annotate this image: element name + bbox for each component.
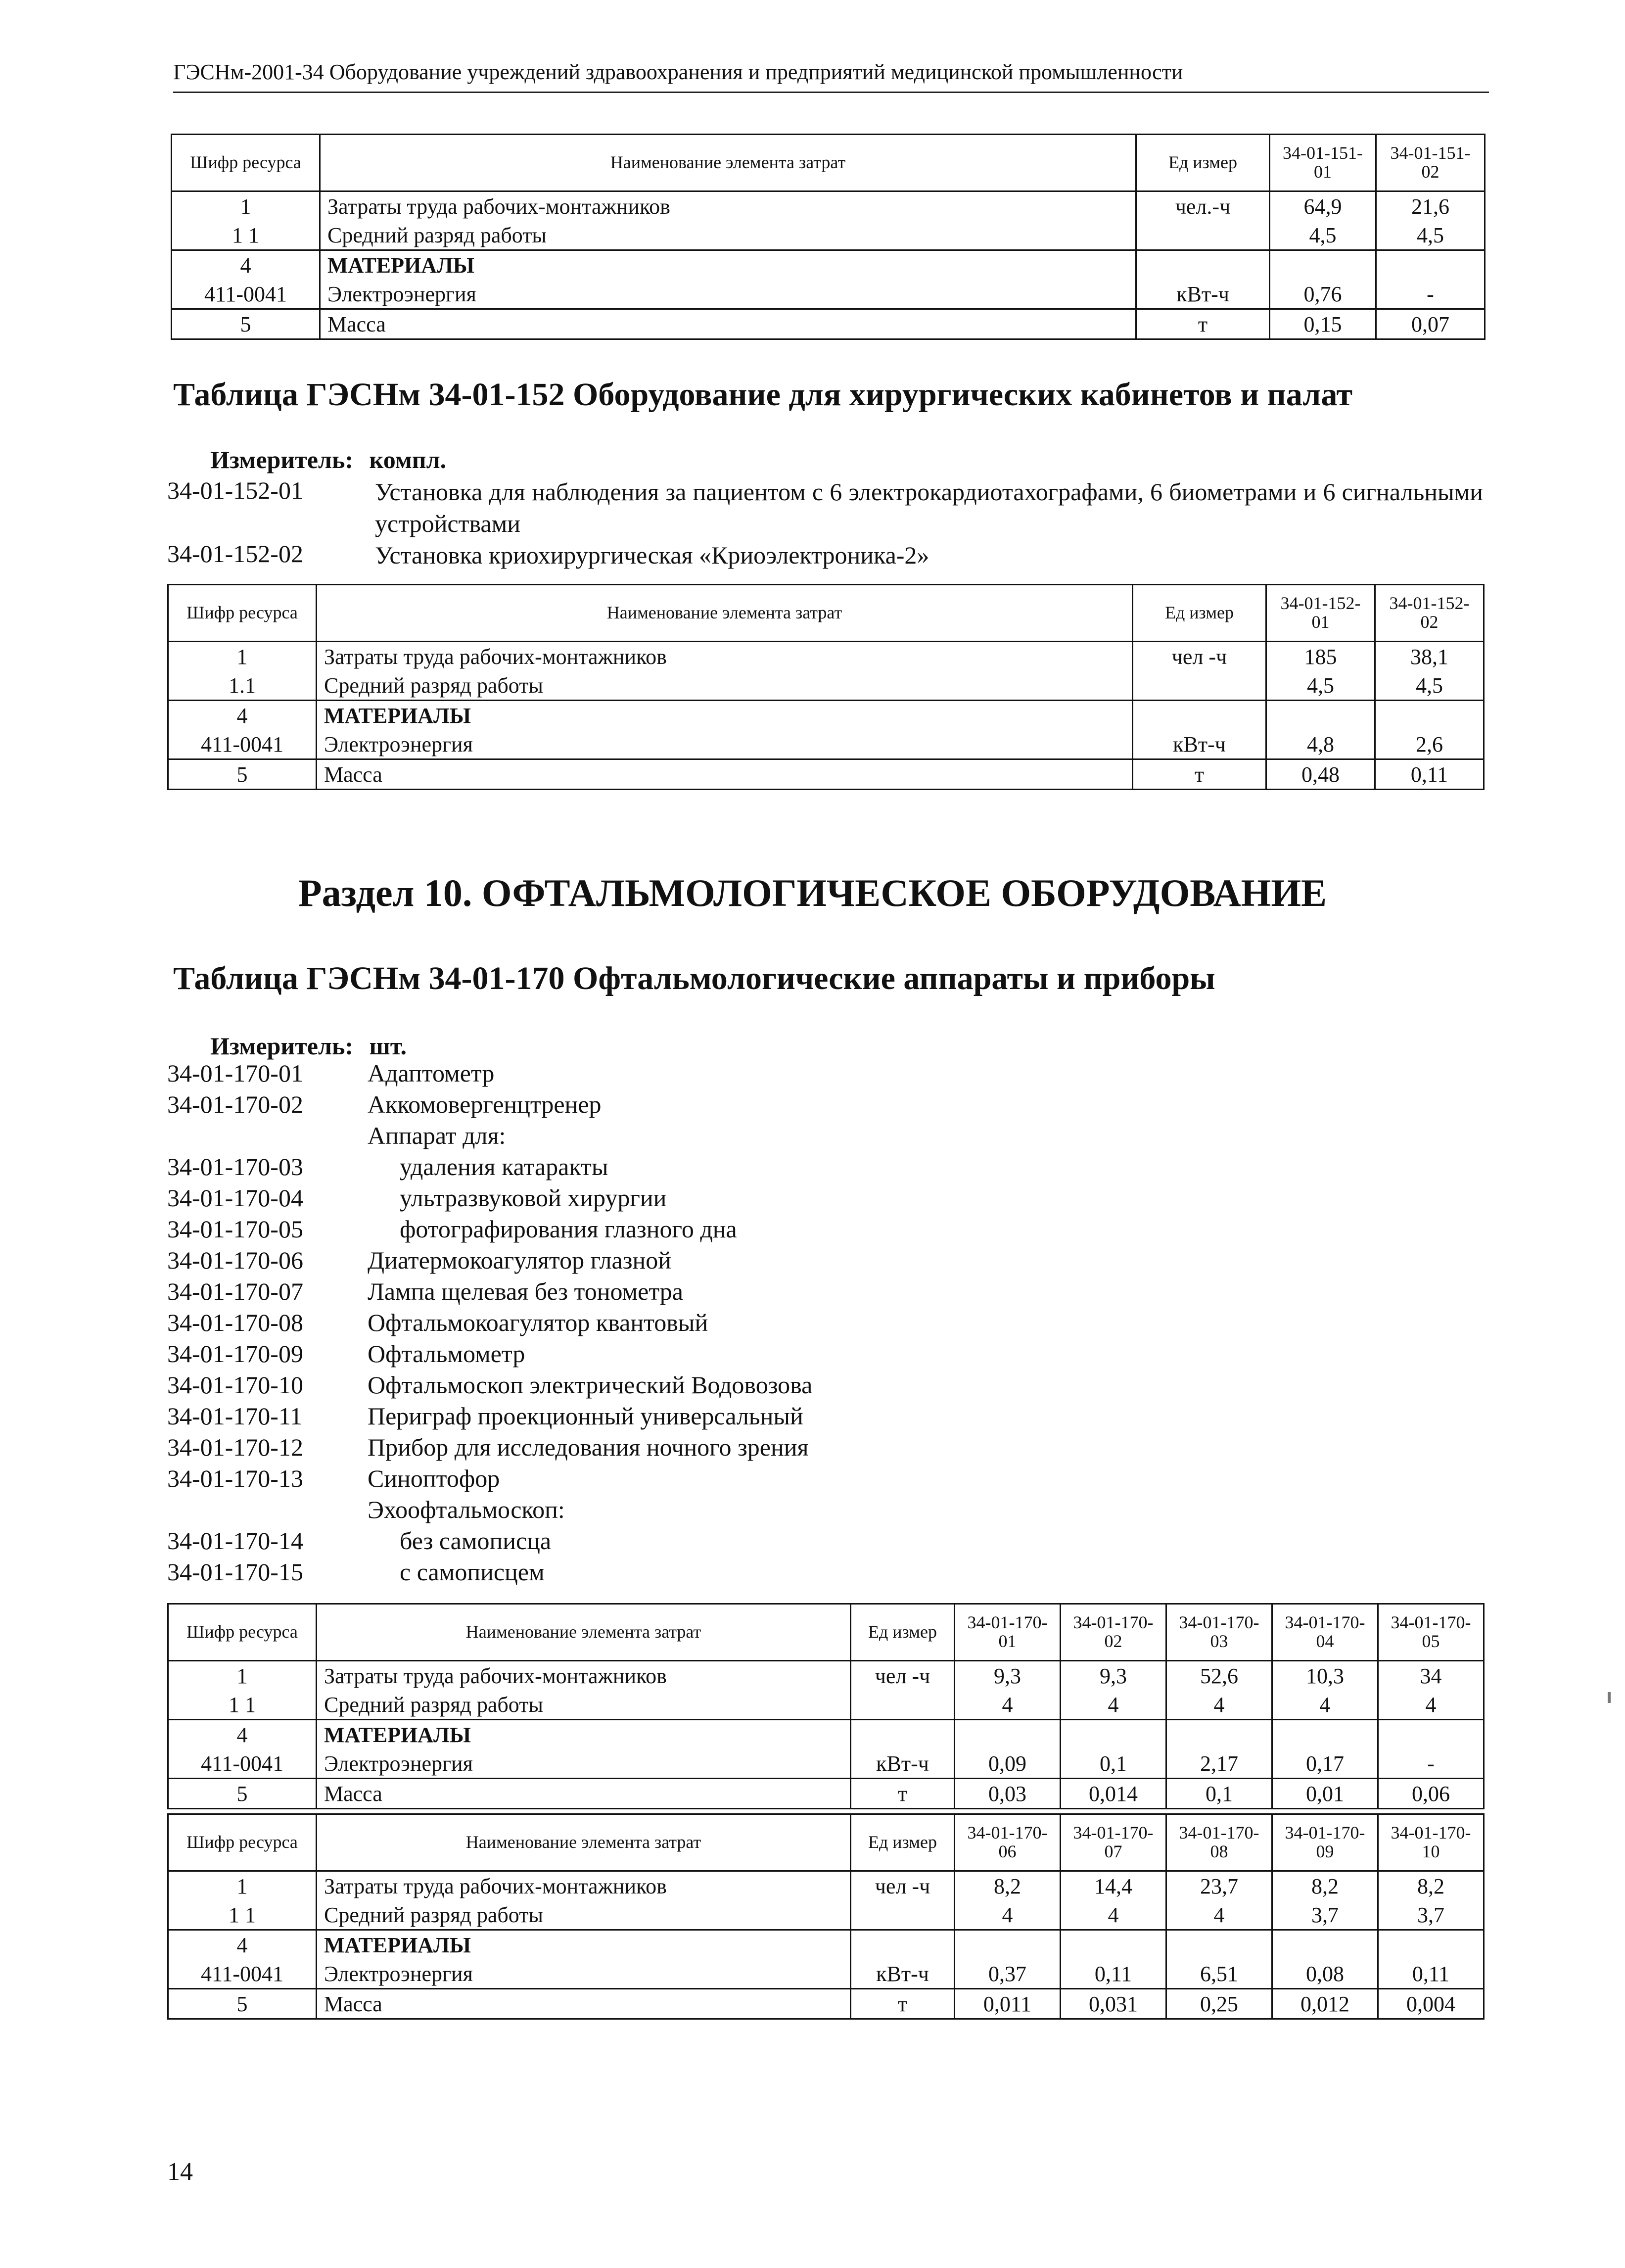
item-name: Аппарат для: — [368, 1122, 506, 1149]
row-value: 4 — [1061, 1690, 1166, 1720]
row-code: 1 — [168, 1661, 317, 1691]
row-name: Электроэнергия — [317, 1749, 851, 1779]
row-value: 0,004 — [1378, 1989, 1484, 2019]
row-value: 23,7 — [1166, 1871, 1272, 1901]
table-170-part-1 — [167, 1603, 1485, 1809]
item-name: Лампа щелевая без тонометра — [368, 1277, 683, 1305]
table-row — [168, 1900, 1484, 1930]
row-value: 0,11 — [1061, 1959, 1166, 1989]
row-value: 4,8 — [1266, 730, 1375, 759]
column-header-resource-code: 34-01-170-05 — [1378, 1604, 1484, 1661]
row-value: 6,51 — [1166, 1959, 1272, 1989]
row-name: Масса — [317, 1989, 851, 2019]
row-name: Масса — [317, 759, 1133, 790]
row-unit: т — [1136, 309, 1270, 339]
item-code: 34-01-170-05 — [167, 1215, 303, 1243]
table-row — [168, 1720, 1484, 1749]
item-name: Аккомовергенцтренер — [368, 1090, 602, 1118]
row-code: 5 — [168, 1779, 317, 1809]
row-value: 0,25 — [1166, 1989, 1272, 2019]
table-152-items — [167, 476, 1483, 571]
row-unit: кВт-ч — [851, 1959, 955, 1989]
item-code: 34-01-170-09 — [167, 1340, 303, 1368]
row-value — [1266, 701, 1375, 730]
item-code: 34-01-152-01 — [167, 476, 303, 504]
row-code: 4 — [168, 1930, 317, 1960]
meter-label: Измеритель: — [210, 1032, 354, 1060]
row-name: Средний разряд работы — [320, 221, 1136, 250]
row-value — [1061, 1930, 1166, 1960]
row-value — [1378, 1930, 1484, 1960]
row-value: 0,031 — [1061, 1989, 1166, 2019]
row-name: Электроэнергия — [317, 1959, 851, 1989]
table-row — [172, 221, 1485, 250]
item-name: Периграф проекционный универсальный — [368, 1402, 803, 1430]
row-value: 0,37 — [955, 1959, 1061, 1989]
row-value: 4,5 — [1375, 671, 1484, 701]
row-value: 52,6 — [1166, 1661, 1272, 1691]
column-header-resource-code: 34-01-170-10 — [1378, 1814, 1484, 1871]
row-value — [1272, 1720, 1378, 1749]
row-value — [1061, 1720, 1166, 1749]
item-name: Установка для наблюдения за пациентом с 6 электрокардиотахографами, 6 биометрами и 6 сигнальными устройствами — [375, 478, 1483, 537]
row-value: 3,7 — [1378, 1900, 1484, 1930]
row-value: 0,014 — [1061, 1779, 1166, 1809]
row-unit — [1136, 250, 1270, 280]
row-unit: кВт-ч — [1133, 730, 1266, 759]
row-value: 0,48 — [1266, 759, 1375, 790]
column-header-code: Шифр ресурса — [172, 135, 320, 191]
table-row — [168, 642, 1484, 671]
table-row — [168, 701, 1484, 730]
table-170-meter — [210, 1032, 407, 1060]
table-152-meter — [210, 445, 446, 474]
column-header-resource-code: 34-01-151-02 — [1376, 135, 1485, 191]
row-value: 4,5 — [1376, 221, 1485, 250]
column-header-resource-code: 34-01-170-04 — [1272, 1604, 1378, 1661]
row-value: 0,011 — [955, 1989, 1061, 2019]
row-name: Затраты труда рабочих-монтажников — [320, 191, 1136, 221]
table-header-row — [172, 135, 1485, 191]
row-unit: чел.-ч — [1136, 191, 1270, 221]
row-value: 0,09 — [955, 1749, 1061, 1779]
row-value: 4 — [1272, 1690, 1378, 1720]
column-header-resource-code: 34-01-170-08 — [1166, 1814, 1272, 1871]
table-row — [172, 191, 1485, 221]
row-value: 0,11 — [1375, 759, 1484, 790]
item-name: Установка криохирургическая «Криоэлектроника-2» — [375, 541, 929, 569]
row-name: Масса — [320, 309, 1136, 339]
row-name: Масса — [317, 1779, 851, 1809]
row-value: 0,1 — [1166, 1779, 1272, 1809]
column-header-name: Наименование элемента затрат — [320, 135, 1136, 191]
row-unit: кВт-ч — [1136, 280, 1270, 309]
column-header-unit: Ед измер — [1133, 585, 1266, 642]
row-value: 185 — [1266, 642, 1375, 671]
meter-value: шт. — [369, 1032, 407, 1060]
table-row — [168, 730, 1484, 759]
table-row — [168, 1779, 1484, 1809]
row-unit — [851, 1930, 955, 1960]
item-code: 34-01-170-13 — [167, 1465, 303, 1492]
row-value: 0,1 — [1061, 1749, 1166, 1779]
column-header-resource-code: 34-01-151-01 — [1270, 135, 1376, 191]
page-number: 14 — [167, 2158, 193, 2186]
table-row — [172, 250, 1485, 280]
row-value: 9,3 — [955, 1661, 1061, 1691]
item-name: Офтальмокоагулятор квантовый — [368, 1309, 708, 1336]
row-value: 0,012 — [1272, 1989, 1378, 2019]
column-header-resource-code: 34-01-170-02 — [1061, 1604, 1166, 1661]
row-value: 0,03 — [955, 1779, 1061, 1809]
item-code: 34-01-170-10 — [167, 1371, 303, 1399]
row-value: 0,06 — [1378, 1779, 1484, 1809]
row-value: 9,3 — [1061, 1661, 1166, 1691]
table-row — [168, 1690, 1484, 1720]
item-code: 34-01-152-02 — [167, 540, 303, 567]
row-value: 10,3 — [1272, 1661, 1378, 1691]
meter-value: компл. — [369, 446, 447, 473]
table-header-row — [168, 585, 1484, 642]
row-code: 1 1 — [168, 1900, 317, 1930]
row-code: 5 — [172, 309, 320, 339]
row-value — [1375, 701, 1484, 730]
column-header-resource-code: 34-01-170-01 — [955, 1604, 1061, 1661]
row-value: 14,4 — [1061, 1871, 1166, 1901]
row-unit: чел -ч — [1133, 642, 1266, 671]
table-row — [168, 1989, 1484, 2019]
column-header-code: Шифр ресурса — [168, 585, 317, 642]
row-value — [1378, 1720, 1484, 1749]
row-unit — [851, 1690, 955, 1720]
column-header-resource-code: 34-01-152-01 — [1266, 585, 1375, 642]
row-value: 0,07 — [1376, 309, 1485, 339]
column-header-name: Наименование элемента затрат — [317, 585, 1133, 642]
row-code: 5 — [168, 759, 317, 790]
table-header-row — [168, 1814, 1484, 1871]
item-name: без самописца — [400, 1527, 552, 1555]
item-code: 34-01-170-02 — [167, 1090, 303, 1118]
row-name: МАТЕРИАЛЫ — [320, 250, 1136, 280]
column-header-name: Наименование элемента затрат — [317, 1814, 851, 1871]
row-code: 1 — [168, 642, 317, 671]
table-row — [168, 1661, 1484, 1691]
row-value — [1166, 1930, 1272, 1960]
item-name: Эхоофтальмоскоп: — [368, 1496, 565, 1523]
item-name: фотографирования глазного дна — [400, 1215, 737, 1243]
row-value: 4 — [955, 1690, 1061, 1720]
row-value: 0,08 — [1272, 1959, 1378, 1989]
column-header-unit: Ед измер — [851, 1604, 955, 1661]
item-code: 34-01-170-03 — [167, 1153, 303, 1181]
item-name: Прибор для исследования ночного зрения — [368, 1433, 809, 1461]
column-header-code: Шифр ресурса — [168, 1604, 317, 1661]
row-value: 4 — [955, 1900, 1061, 1930]
row-value: 8,2 — [1378, 1871, 1484, 1901]
table-row — [168, 1871, 1484, 1901]
row-value: - — [1378, 1749, 1484, 1779]
scan-mark — [1608, 1692, 1611, 1703]
row-name: МАТЕРИАЛЫ — [317, 701, 1133, 730]
item-code: 34-01-170-08 — [167, 1309, 303, 1336]
row-value — [1166, 1720, 1272, 1749]
item-name: удаления катаракты — [400, 1153, 608, 1181]
row-name: Средний разряд работы — [317, 671, 1133, 701]
item-name: Офтальмометр — [368, 1340, 525, 1368]
row-unit — [1133, 701, 1266, 730]
row-code: 1 1 — [172, 221, 320, 250]
column-header-unit: Ед измер — [851, 1814, 955, 1871]
row-name: Затраты труда рабочих-монтажников — [317, 1871, 851, 1901]
item-code: 34-01-170-06 — [167, 1246, 303, 1274]
table-row — [168, 1959, 1484, 1989]
row-code: 411-0041 — [168, 730, 317, 759]
list-item — [167, 476, 1483, 539]
row-code: 5 — [168, 1989, 317, 2019]
running-header: ГЭСНм-2001-34 Оборудование учреждений здравоохранения и предприятий медицинской промышленности — [173, 59, 1489, 93]
row-value: - — [1376, 280, 1485, 309]
row-code: 411-0041 — [168, 1959, 317, 1989]
row-code: 1 1 — [168, 1690, 317, 1720]
item-name: Адаптометр — [368, 1059, 495, 1087]
row-unit: чел -ч — [851, 1871, 955, 1901]
item-code: 34-01-170-04 — [167, 1184, 303, 1212]
item-name: ультразвуковой хирургии — [400, 1184, 667, 1212]
row-name: Средний разряд работы — [317, 1900, 851, 1930]
row-name: МАТЕРИАЛЫ — [317, 1930, 851, 1960]
row-code: 411-0041 — [172, 280, 320, 309]
row-value: 4 — [1166, 1690, 1272, 1720]
table-row — [172, 309, 1485, 339]
meter-label: Измеритель: — [210, 446, 354, 473]
table-row — [168, 759, 1484, 790]
table-152 — [167, 584, 1485, 790]
row-value: 64,9 — [1270, 191, 1376, 221]
table-152-title: Таблица ГЭСНм 34-01-152 Оборудование для хирургических кабинетов и палат — [173, 377, 1353, 413]
column-header-resource-code: 34-01-170-03 — [1166, 1604, 1272, 1661]
column-header-code: Шифр ресурса — [168, 1814, 317, 1871]
item-code: 34-01-170-07 — [167, 1277, 303, 1305]
row-value: 2,17 — [1166, 1749, 1272, 1779]
column-header-resource-code: 34-01-170-09 — [1272, 1814, 1378, 1871]
row-name: Электроэнергия — [317, 730, 1133, 759]
row-value: 38,1 — [1375, 642, 1484, 671]
row-value: 4 — [1166, 1900, 1272, 1930]
row-unit — [1136, 221, 1270, 250]
list-item — [167, 539, 1483, 571]
row-value: 2,6 — [1375, 730, 1484, 759]
row-value: 0,01 — [1272, 1779, 1378, 1809]
item-code: 34-01-170-11 — [167, 1402, 303, 1430]
table-170-title: Таблица ГЭСНм 34-01-170 Офтальмологические аппараты и приборы — [173, 960, 1215, 996]
row-value: 4 — [1061, 1900, 1166, 1930]
item-name: Синоптофор — [368, 1465, 500, 1492]
table-header-row — [168, 1604, 1484, 1661]
table-row — [168, 1749, 1484, 1779]
row-value — [1272, 1930, 1378, 1960]
row-value: 3,7 — [1272, 1900, 1378, 1930]
row-unit: т — [851, 1989, 955, 2019]
row-value: 0,15 — [1270, 309, 1376, 339]
column-header-unit: Ед измер — [1136, 135, 1270, 191]
row-code: 411-0041 — [168, 1749, 317, 1779]
row-unit — [851, 1900, 955, 1930]
row-code: 1 — [172, 191, 320, 221]
row-value — [955, 1720, 1061, 1749]
item-name: Диатермокоагулятор глазной — [368, 1246, 671, 1274]
row-code: 4 — [172, 250, 320, 280]
column-header-resource-code: 34-01-170-06 — [955, 1814, 1061, 1871]
item-name: с самописцем — [400, 1558, 545, 1586]
section-title: Раздел 10. ОФТАЛЬМОЛОГИЧЕСКОЕ ОБОРУДОВАНИЕ — [298, 871, 1327, 914]
row-value: 0,76 — [1270, 280, 1376, 309]
column-header-resource-code: 34-01-170-07 — [1061, 1814, 1166, 1871]
row-value — [1270, 250, 1376, 280]
table-row — [172, 280, 1485, 309]
row-code: 4 — [168, 701, 317, 730]
row-name: Затраты труда рабочих-монтажников — [317, 1661, 851, 1691]
item-code: 34-01-170-01 — [167, 1059, 303, 1087]
row-name: Средний разряд работы — [317, 1690, 851, 1720]
row-unit: чел -ч — [851, 1661, 955, 1691]
row-unit — [1133, 671, 1266, 701]
row-unit — [851, 1720, 955, 1749]
row-value: 8,2 — [955, 1871, 1061, 1901]
column-header-name: Наименование элемента затрат — [317, 1604, 851, 1661]
table-151 — [171, 134, 1486, 340]
item-name: Офтальмоскоп электрический Водовозова — [368, 1371, 813, 1399]
row-value: 4,5 — [1270, 221, 1376, 250]
row-value: 4,5 — [1266, 671, 1375, 701]
row-value: 0,11 — [1378, 1959, 1484, 1989]
row-value: 21,6 — [1376, 191, 1485, 221]
row-name: Электроэнергия — [320, 280, 1136, 309]
row-value: 0,17 — [1272, 1749, 1378, 1779]
row-value — [1376, 250, 1485, 280]
table-170-part-2 — [167, 1813, 1485, 2020]
row-code: 1.1 — [168, 671, 317, 701]
row-unit: кВт-ч — [851, 1749, 955, 1779]
row-unit: т — [1133, 759, 1266, 790]
row-name: Затраты труда рабочих-монтажников — [317, 642, 1133, 671]
row-value: 8,2 — [1272, 1871, 1378, 1901]
item-code: 34-01-170-14 — [167, 1527, 303, 1555]
table-row — [168, 671, 1484, 701]
item-code: 34-01-170-12 — [167, 1433, 303, 1461]
item-code: 34-01-170-15 — [167, 1558, 303, 1586]
column-header-resource-code: 34-01-152-02 — [1375, 585, 1484, 642]
row-value — [955, 1930, 1061, 1960]
row-value: 34 — [1378, 1661, 1484, 1691]
row-code: 4 — [168, 1720, 317, 1749]
table-row — [168, 1930, 1484, 1960]
row-value: 4 — [1378, 1690, 1484, 1720]
row-name: МАТЕРИАЛЫ — [317, 1720, 851, 1749]
row-code: 1 — [168, 1871, 317, 1901]
row-unit: т — [851, 1779, 955, 1809]
